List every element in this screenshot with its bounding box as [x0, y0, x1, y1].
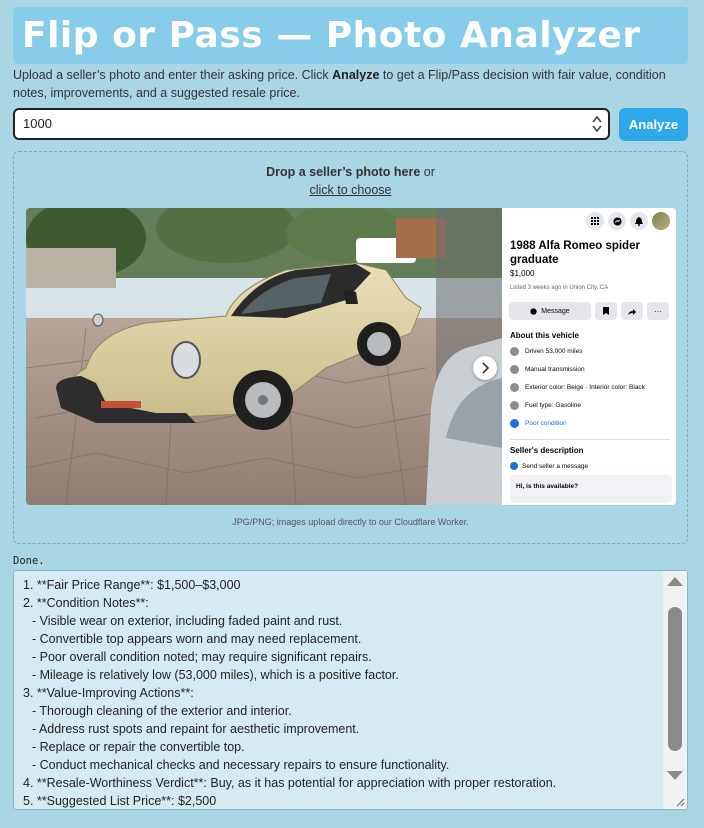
- dropzone-or-text: or: [420, 165, 435, 179]
- about-vehicle-heading: About this vehicle: [510, 331, 579, 340]
- paint-icon: [510, 383, 519, 392]
- output-line: - Mileage is relatively low (53,000 miles), which is a positive factor.: [32, 668, 399, 682]
- listing-title: 1988 Alfa Romeo spider graduate: [510, 240, 640, 266]
- save-bookmark-icon: [595, 302, 617, 320]
- output-line: - Thorough cleaning of the exterior and interior.: [32, 704, 292, 718]
- vehicle-detail-text: Exterior color: Beige · Interior color: Black: [525, 384, 645, 391]
- messenger-icon: [530, 308, 537, 315]
- dropzone-choose-row: [14, 183, 687, 197]
- vehicle-detail-text: Fuel type: Gasoline: [525, 402, 582, 409]
- vehicle-detail-text: Poor condition: [525, 420, 567, 427]
- output-line: - Replace or repair the convertible top.: [32, 740, 245, 754]
- intro-bold: Analyze: [332, 68, 380, 82]
- output-scrollbar[interactable]: [663, 571, 687, 809]
- marketplace-listing-panel: [502, 208, 676, 505]
- output-line: - Conduct mechanical checks and necessary repairs to ensure functionality.: [32, 758, 450, 772]
- photo-dropzone[interactable]: [13, 151, 688, 544]
- notifications-bell-icon: [630, 212, 648, 230]
- divider: [510, 439, 670, 440]
- send-message-label: Send seller a message: [522, 462, 589, 470]
- speedometer-icon: [510, 347, 519, 356]
- listing-price: $1,000: [510, 269, 535, 278]
- dropzone-instructions: [14, 165, 687, 179]
- uploaded-photo-preview: [26, 208, 676, 505]
- intro-text-before: Upload a seller’s photo and enter their asking price. Click: [13, 68, 333, 82]
- seller-description-heading: Seller's description: [510, 446, 584, 455]
- page-title: Flip or Pass — Photo Analyzer: [22, 15, 641, 56]
- message-seller-button: [509, 302, 591, 320]
- car-photo: [26, 208, 502, 505]
- vehicle-detail-text: Driven 53,000 miles: [525, 348, 583, 355]
- analyze-button[interactable]: Analyze: [619, 108, 688, 141]
- output-line: 1. **Fair Price Range**: $1,500–$3,000: [23, 578, 241, 592]
- output-line: - Visible wear on exterior, including faded paint and rust.: [32, 614, 343, 628]
- marketplace-toolbar: [586, 212, 670, 230]
- messenger-icon: [510, 462, 518, 470]
- vehicle-detail-text: Manual transmission: [525, 366, 585, 373]
- output-line: 2. **Condition Notes**:: [23, 596, 149, 610]
- next-photo-button[interactable]: [473, 356, 497, 380]
- upload-note: JPG/PNG; images upload directly to our Cloudflare Worker.: [232, 517, 469, 527]
- gearshift-icon: [510, 365, 519, 374]
- fuel-icon: [510, 401, 519, 410]
- output-line: 5. **Suggested List Price**: $2,500: [23, 794, 217, 808]
- intro-text: [13, 66, 693, 102]
- send-seller-message-row: [510, 462, 588, 470]
- message-draft-box: Hi, is this available?: [510, 475, 672, 503]
- vehicle-detail-condition: [510, 419, 567, 428]
- choose-file-link[interactable]: click to choose: [309, 183, 392, 197]
- output-line: - Convertible top appears worn and may need replacement.: [32, 632, 362, 646]
- car-icon: [510, 419, 519, 428]
- title-bar: [13, 7, 688, 64]
- intro-text-after: to get a Flip/Pass decision with fair value, condition notes, improvements, and a suggested resale price.: [13, 68, 666, 100]
- analysis-output-lines: [23, 576, 657, 810]
- vehicle-detail-fuel: [510, 401, 581, 410]
- output-line: - Address rust spots and repaint for aesthetic improvement.: [32, 722, 360, 736]
- asking-price-value: 1000: [23, 116, 52, 131]
- message-button-label: Message: [541, 307, 570, 315]
- asking-price-input[interactable]: [13, 108, 610, 140]
- vehicle-detail-color: [510, 383, 645, 392]
- chevron-right-icon: [480, 362, 490, 374]
- listing-actions: [509, 302, 669, 320]
- messenger-icon: [608, 212, 626, 230]
- vehicle-detail-mileage: [510, 347, 582, 356]
- analysis-output-textarea[interactable]: [13, 570, 688, 810]
- share-icon: [621, 302, 643, 320]
- menu-grid-icon: [586, 212, 604, 230]
- number-spinner-icon[interactable]: [592, 115, 602, 133]
- status-text: Done.: [13, 555, 45, 567]
- scrollbar-thumb[interactable]: [668, 607, 682, 751]
- profile-avatar: [652, 212, 670, 230]
- dropzone-drop-text: Drop a seller’s photo here: [266, 165, 421, 179]
- output-line: - Poor overall condition noted; may require significant repairs.: [32, 650, 372, 664]
- scroll-down-arrow-icon[interactable]: [667, 771, 683, 780]
- more-options-icon: ···: [647, 302, 669, 320]
- vehicle-detail-transmission: [510, 365, 585, 374]
- output-line: 4. **Resale-Worthiness Verdict**: Buy, as it has potential for appreciation with proper restoration.: [23, 776, 557, 790]
- resize-handle-icon[interactable]: [675, 797, 685, 807]
- scroll-up-arrow-icon[interactable]: [667, 577, 683, 586]
- listing-posted-info: Listed 3 weeks ago in Union City, CA: [510, 285, 609, 291]
- output-line: 3. **Value-Improving Actions**:: [23, 686, 194, 700]
